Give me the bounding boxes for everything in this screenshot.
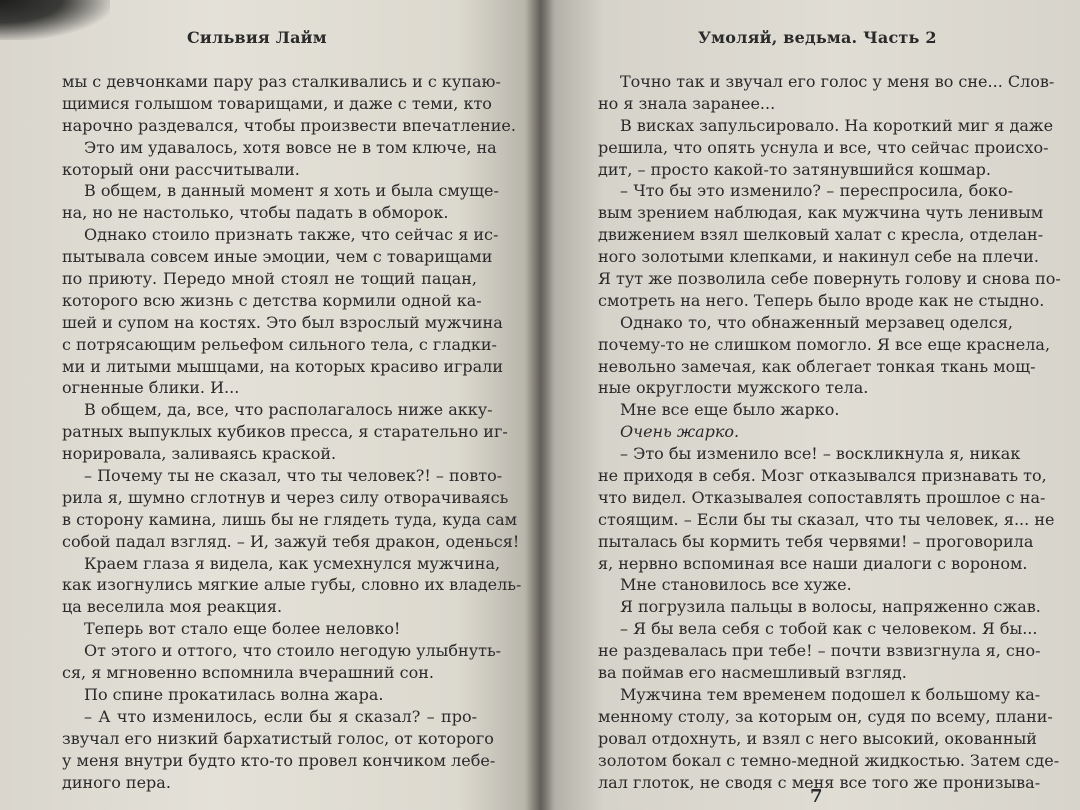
text-line: Однако стоило признать также, что сейчас я ис- xyxy=(84,225,499,245)
text-line: мы с девчонками пару раз сталкивались и с купаю- xyxy=(62,72,501,91)
text-line: – Это бы изменило все! – воскликнула я, никак xyxy=(620,444,1021,464)
text-line: ного золотыми клепками, и накинул себе на плечи. xyxy=(598,247,1039,267)
text-line: пытывала совсем иные эмоции, чем с товарищами xyxy=(62,247,493,267)
text-line: невольно замечая, как облегает тонкая ткань мощ- xyxy=(598,356,1036,376)
page-number: 7 xyxy=(810,786,823,807)
text-line: – Я бы вела себя с тобой как с человеком. Я бы... xyxy=(620,619,1038,639)
text-line: диного пера. xyxy=(62,772,171,792)
text-line: Краем глаза я видела, как усмехнулся мужчина, xyxy=(84,553,501,573)
text-line: ся, я мгновенно вспомнила вчерашний сон. xyxy=(62,663,435,683)
text-line: менному столу, за которым он, судя по всему, плани- xyxy=(598,706,1053,726)
text-line: золотом бокал с темно-медной жидкостью. Затем сде- xyxy=(598,750,1060,770)
text-line: не приходя в себя. Мозг отказывался признавать то, xyxy=(598,466,1047,486)
book-spine-shadow xyxy=(526,0,554,810)
text-line: Точно так и звучал его голос у меня во сне... Слов- xyxy=(620,72,1055,91)
left-page-header: Сильвия Лайм xyxy=(187,28,327,47)
text-line: В висках запульсировало. На короткий миг я даже xyxy=(620,115,1054,135)
text-line: которого всю жизнь с детства кормили одной ка- xyxy=(62,290,482,310)
text-line: Мне все еще было жарко. xyxy=(620,400,840,420)
text-line: огненные блики. И... xyxy=(62,378,240,398)
text-line: у меня внутри будто кто-то провел кончиком лебе- xyxy=(62,750,496,770)
text-line: дит, – просто какой-то затянувшийся кошмар. xyxy=(598,159,991,179)
text-line: собой падал взгляд. – И, зажуй тебя дракон, оденься! xyxy=(62,531,520,551)
text-line: но я знала заранее... xyxy=(598,93,776,113)
text-line: норировала, заливаясь краской. xyxy=(62,444,337,464)
text-line: По спине прокатилась волна жара. xyxy=(84,684,384,704)
text-line: – А что изменилось, если бы я сказал? – про- xyxy=(84,706,477,726)
text-line: Я погрузила пальцы в волосы, напряженно сжав. xyxy=(620,597,1041,617)
text-line: движением взял шелковый халат с кресла, отделан- xyxy=(598,225,1044,245)
text-line: нарочно раздевался, чтобы произвести впечатление. xyxy=(62,115,516,135)
right-page-text xyxy=(598,71,1061,793)
text-line: решила, что опять уснула и все, что сейчас происхо- xyxy=(598,137,1049,157)
text-line: что видел. Отказывалея сопоставлять прошлое с на- xyxy=(598,487,1046,507)
text-line: ровал отдохнуть, и взял с него высокий, окованный xyxy=(598,728,1037,748)
text-line: смотреть на него. Теперь было вроде как не стыдно. xyxy=(598,290,1045,310)
corner-shadow xyxy=(0,0,110,40)
text-line: – Что бы это изменило? – переспросила, боко- xyxy=(620,181,1013,201)
text-line: вым зрением наблюдая, как мужчина чуть ленивым xyxy=(598,203,1044,223)
text-line: Теперь вот стало еще более неловко! xyxy=(84,619,401,639)
text-line: щимися голышом товарищами, и даже с теми, кто xyxy=(62,93,492,113)
text-line: с потрясающим рельефом сильного тела, с гладки- xyxy=(62,334,497,354)
text-line: От этого и оттого, что стоило негодую улыбнуть- xyxy=(84,641,502,661)
text-line: Мужчина тем временем подошел к большому ка- xyxy=(620,684,1041,704)
text-line: по приюту. Передо мной стоял не тощий пацан, xyxy=(62,269,477,289)
text-line: лал глоток, не сводя с меня все того же пронизыва- xyxy=(598,772,1041,792)
text-line: Это им удавалось, хотя вовсе не в том ключе, на xyxy=(84,137,497,157)
text-line: ва поймав его насмешливый взгляд. xyxy=(598,663,907,683)
text-line: стоящим. – Если бы ты сказал, что ты человек, я... не xyxy=(598,509,1055,529)
text-line: шей и супом на костях. Это был взрослый мужчина xyxy=(62,312,503,332)
text-line: – Почему ты не сказал, что ты человек?! – повто- xyxy=(84,466,503,486)
text-line: ные округлости мужского тела. xyxy=(598,378,869,398)
right-page-header: Умоляй, ведьма. Часть 2 xyxy=(698,28,937,47)
left-page-text xyxy=(62,71,522,793)
text-line: В общем, да, все, что располагалось ниже акку- xyxy=(84,400,493,420)
text-line: ми и литыми мышцами, на которых красиво играли xyxy=(62,356,503,376)
text-line: ца веселила моя реакция. xyxy=(62,597,283,617)
text-line: Я тут же позволила себе повернуть голову и снова по- xyxy=(598,269,1061,289)
text-line: В общем, в данный момент я хоть и была смуще- xyxy=(84,181,499,201)
text-line: не раздевалась при тебе! – почти взвизгнула я, сно- xyxy=(598,641,1041,661)
text-line: звучал его низкий бархатистый голос, от которого xyxy=(62,728,494,748)
text-line: на, но не настолько, чтобы падать в обморок. xyxy=(62,203,449,223)
text-line: Однако то, что обнаженный мерзавец оделся, xyxy=(620,312,1013,332)
text-line: который они рассчитывали. xyxy=(62,159,300,179)
text-line: ратных выпуклых кубиков пресса, я старательно иг- xyxy=(62,422,508,442)
text-line: Мне становилось все хуже. xyxy=(620,575,852,595)
text-line: почему-то не слишком помогло. Я все еще краснела, xyxy=(598,334,1051,354)
text-line: Очень жарко. xyxy=(620,422,740,442)
right-page xyxy=(540,0,1080,810)
text-line: как изогнулись мягкие алые губы, словно их владель- xyxy=(62,575,522,595)
text-line: пыталась бы кормить тебя червями! – проговорила xyxy=(598,531,1034,551)
text-line: рила я, шумно сглотнув и через силу отворачиваясь xyxy=(62,487,509,507)
text-line: я, нервно вспоминая все наши диалоги с вороном. xyxy=(598,553,1028,573)
text-line: в сторону камина, лишь бы не глядеть туда, куда сам xyxy=(62,509,518,529)
